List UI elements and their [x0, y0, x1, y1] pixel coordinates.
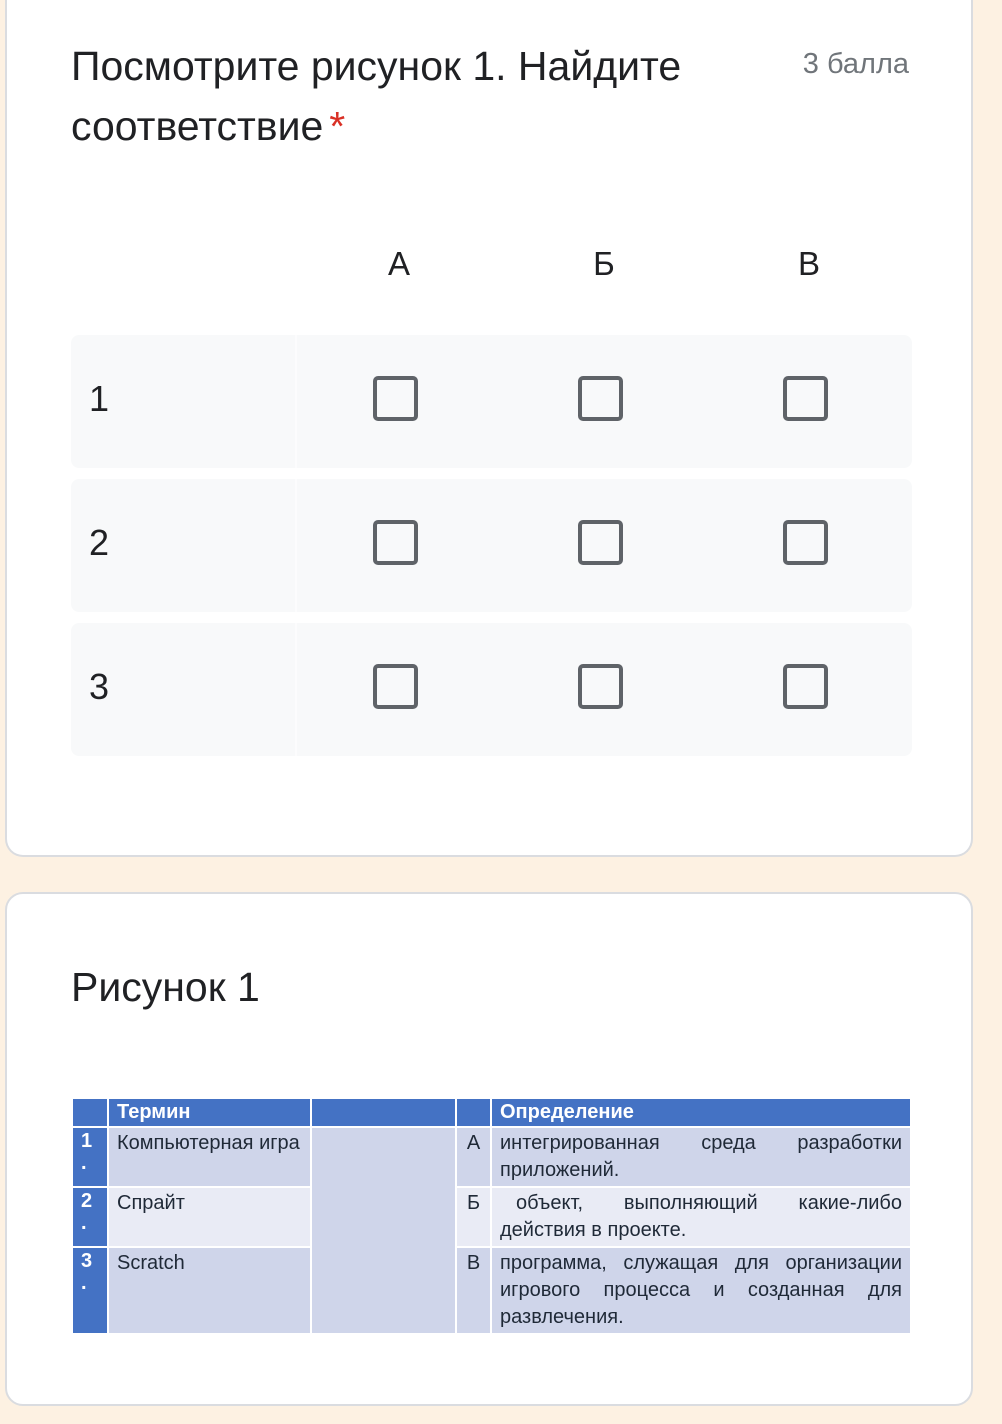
grid-row-2 [71, 479, 912, 612]
row-number [72, 1127, 108, 1187]
row-number-dot: . [81, 1272, 87, 1294]
header-blank-cell [311, 1098, 456, 1127]
definition-cell: интегрированная среда разработки приложений. [491, 1127, 911, 1187]
header-term: Термин [108, 1098, 311, 1127]
column-header-c: В [797, 245, 820, 282]
checkbox-row3-c[interactable] [783, 664, 828, 709]
figure-card [5, 892, 973, 1406]
column-header-a: А [387, 245, 410, 282]
letter-cell: А [456, 1127, 491, 1187]
term-cell: Спрайт [108, 1187, 311, 1247]
answer-blank-cell [311, 1127, 456, 1334]
row-number [72, 1247, 108, 1334]
table-row [72, 1187, 911, 1247]
grid-row-label: 3 [89, 666, 110, 707]
grid-row-label: 2 [89, 522, 110, 563]
checkbox-row1-b[interactable] [578, 376, 623, 421]
grid-row-3 [71, 623, 912, 756]
question-title [71, 36, 751, 156]
column-header-b: Б [593, 245, 615, 282]
letter-cell: Б [456, 1187, 491, 1247]
grid-row-1 [71, 335, 912, 468]
question-card [5, 0, 973, 857]
header-letter-cell [456, 1098, 491, 1127]
header-definition: Определение [491, 1098, 911, 1127]
checkbox-row1-a[interactable] [373, 376, 418, 421]
checkbox-row3-b[interactable] [578, 664, 623, 709]
checkbox-row2-b[interactable] [578, 520, 623, 565]
term-cell: Компьютерная игра [108, 1127, 311, 1187]
header-num-cell [72, 1098, 108, 1127]
checkbox-row2-c[interactable] [783, 520, 828, 565]
row-divider [295, 479, 297, 612]
row-divider [295, 335, 297, 468]
table-row [72, 1127, 911, 1187]
grid-row-label: 1 [89, 378, 110, 419]
row-number-digit: 1 [81, 1130, 93, 1152]
row-divider [295, 623, 297, 756]
definition-cell: программа, служащая для организации игрового процесса и созданная для развлечения. [491, 1247, 911, 1334]
letter-cell: В [456, 1247, 491, 1334]
table-header-row [72, 1098, 911, 1127]
checkbox-row2-a[interactable] [373, 520, 418, 565]
checkbox-row3-a[interactable] [373, 664, 418, 709]
row-number-dot: . [81, 1212, 87, 1234]
required-asterisk: * [329, 103, 346, 149]
row-number-digit: 3 [81, 1250, 93, 1272]
definition-cell: объект, выполняющий какие-либо действия в проекте. [491, 1187, 911, 1247]
row-number [72, 1187, 108, 1247]
term-cell: Scratch [108, 1247, 311, 1334]
figure-title: Рисунок 1 [71, 964, 260, 1010]
question-title-text: Посмотрите рисунок 1. Найдите соответствие [71, 43, 682, 149]
checkbox-row1-c[interactable] [783, 376, 828, 421]
table-row [72, 1247, 911, 1334]
row-number-dot: . [81, 1152, 87, 1174]
figure-table [71, 1097, 912, 1335]
question-points: 3 балла [802, 48, 909, 80]
row-number-digit: 2 [81, 1190, 93, 1212]
